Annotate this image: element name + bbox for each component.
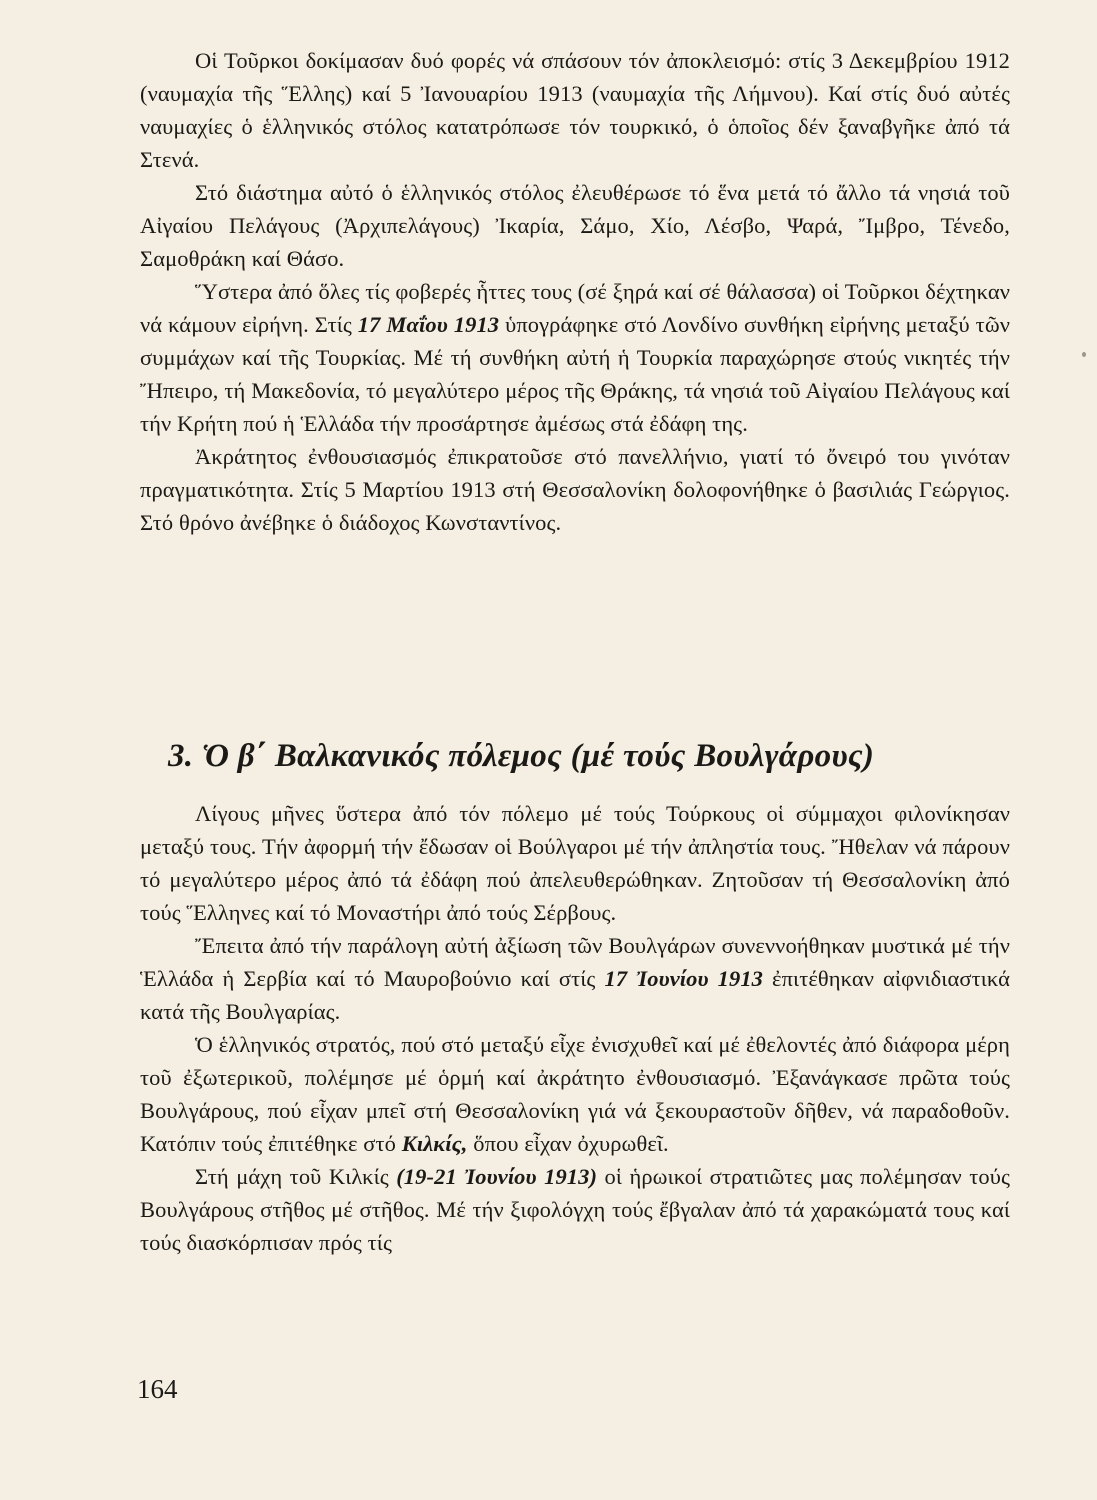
paragraph: Ἀκράτητος ἐνθουσιασμός ἐπικρατοῦσε στό πανελλήνιο, γιατί τό ὄνειρό του γινόταν πραγματικότητα. Στίς 5 Μαρτίου 1913 στή Θεσσαλονίκη δολοφονήθηκε ὁ βασιλιάς Γεώργιος. Στό θρόνο ἀνέβηκε ὁ διάδοχος Κωνσταντίνος. [140, 444, 1010, 535]
place-emphasis: Κιλκίς, [401, 1131, 468, 1156]
paragraph [140, 275, 1010, 440]
text-run: οἱ ἡρωικοί στρατιῶτες μας πολέμησαν τούς Βουλγάρους στῆθος μέ στῆθος. Μέ τήν ξιφολόγχη τούς ἔβγαλαν ἀπό τά χαρακώματά τους καί τούς διασκόρπισαν πρός τίς [140, 1164, 1010, 1255]
paragraph: Οἱ Τοῦρκοι δοκίμασαν δυό φορές νά σπάσουν τόν ἀποκλεισμό: στίς 3 Δεκεμβρίου 1912 (ναυμαχία τῆς Ἕλλης) καί 5 Ἰανουαρίου 1913 (ναυμαχία τῆς Λήμνου). Καί στίς δυό αὐτές ναυμαχίες ὁ ἑλληνικός στόλος κατατρόπωσε τόν τουρκικό, ὁ ὁποῖος δέν ξαναβγῆκε ἀπό τά Στενά. [140, 48, 1010, 172]
date-emphasis: 17 Μαΐου 1913 [357, 312, 500, 337]
section-heading: 3. Ὁ β΄ Βαλκανικός πόλεμος (μέ τούς Βουλγάρους) [168, 738, 875, 774]
paragraph: Στό διάστημα αὐτό ὁ ἑλληνικός στόλος ἐλευθέρωσε τό ἕνα μετά τό ἄλλο τά νησιά τοῦ Αἰγαίου Πελάγους (Ἀρχιπελάγους) Ἰκαρία, Σάμο, Χίο, Λέσβο, Ψαρά, Ἴμβρο, Τένεδο, Σαμοθράκη καί Θάσο. [140, 180, 1010, 271]
text-run: Ὕστερα ἀπό ὅλες τίς φοβερές ἧττες τους (σέ ξηρά καί σέ θάλασσα) οἱ Τοῦρκοι δέχτηκαν νά κάμουν εἰρήνη. Στίς [140, 279, 1010, 337]
text-run: ἐπιτέθηκαν αἰφνιδιαστικά κατά τῆς Βουλγαρίας. [140, 966, 1010, 1024]
text-run: ὅπου εἶχαν ὀχυρωθεῖ. [467, 1131, 669, 1156]
date-emphasis: (19-21 Ἰουνίου 1913) [396, 1164, 598, 1189]
text-run: Ἔπειτα ἀπό τήν παράλογη αὐτή ἀξίωση τῶν Βουλγάρων συνεννοήθηκαν μυστικά μέ τήν Ἑλλάδα ἡ Σερβία καί τό Μαυροβούνιο καί στίς [140, 933, 1010, 991]
text-run: Ὁ ἑλληνικός στρατός, πού στό μεταξύ εἶχε ἐνισχυθεῖ καί μέ ἐθελοντές ἀπό διάφορα μέρη τοῦ ἐξωτερικοῦ, πολέμησε μέ ὁρμή καί ἀκράτητο ἐνθουσιασμό. Ἐξανάγκασε πρῶτα τούς Βουλγάρους, πού εἶχαν μπεῖ στή Θεσσαλονίκη γιά νά ξεκουραστοῦν δῆθεν, νά παραδοθοῦν. Κατόπιν τούς ἐπιτέθηκε στό [140, 1032, 1010, 1156]
date-emphasis: 17 Ἰουνίου 1913 [604, 966, 764, 991]
section-1-text [140, 44, 1010, 539]
paragraph [140, 929, 1010, 1028]
paragraph [140, 1028, 1010, 1160]
text-run: Στή μάχη τοῦ Κιλκίς [195, 1164, 397, 1189]
paper-speck [1082, 352, 1086, 357]
text-run: ὑπογράφηκε στό Λονδίνο συνθήκη εἰρήνης μεταξύ τῶν συμμάχων καί τῆς Τουρκίας. Μέ τή συνθήκη αὐτή ἡ Τουρκία παραχώρησε στούς νικητές τήν Ἤπειρο, τή Μακεδονία, τό μεγαλύτερο μέρος τῆς Θράκης, τά νησιά τοῦ Αἰγαίου Πελάγους καί τήν Κρήτη πού ἡ Ἑλλάδα τήν προσάρτησε ἀμέσως στά ἐδάφη της. [140, 312, 1010, 436]
section-2-text [140, 797, 1010, 1259]
paragraph [140, 1160, 1010, 1259]
paragraph: Λίγους μῆνες ὕστερα ἀπό τόν πόλεμο μέ τούς Τούρκους οἱ σύμμαχοι φιλονίκησαν μεταξύ τους. Τήν ἀφορμή τήν ἔδωσαν οἱ Βούλγαροι μέ τήν ἀπληστία τους. Ἤθελαν νά πάρουν τό μεγαλύτερο μέρος ἀπό τά ἐδάφη πού ἀπελευθερώθηκαν. Ζητοῦσαν τή Θεσσαλονίκη ἀπό τούς Ἕλληνες καί τό Μοναστήρι ἀπό τούς Σέρβους. [140, 801, 1010, 925]
page-number: 164 [137, 1374, 178, 1404]
